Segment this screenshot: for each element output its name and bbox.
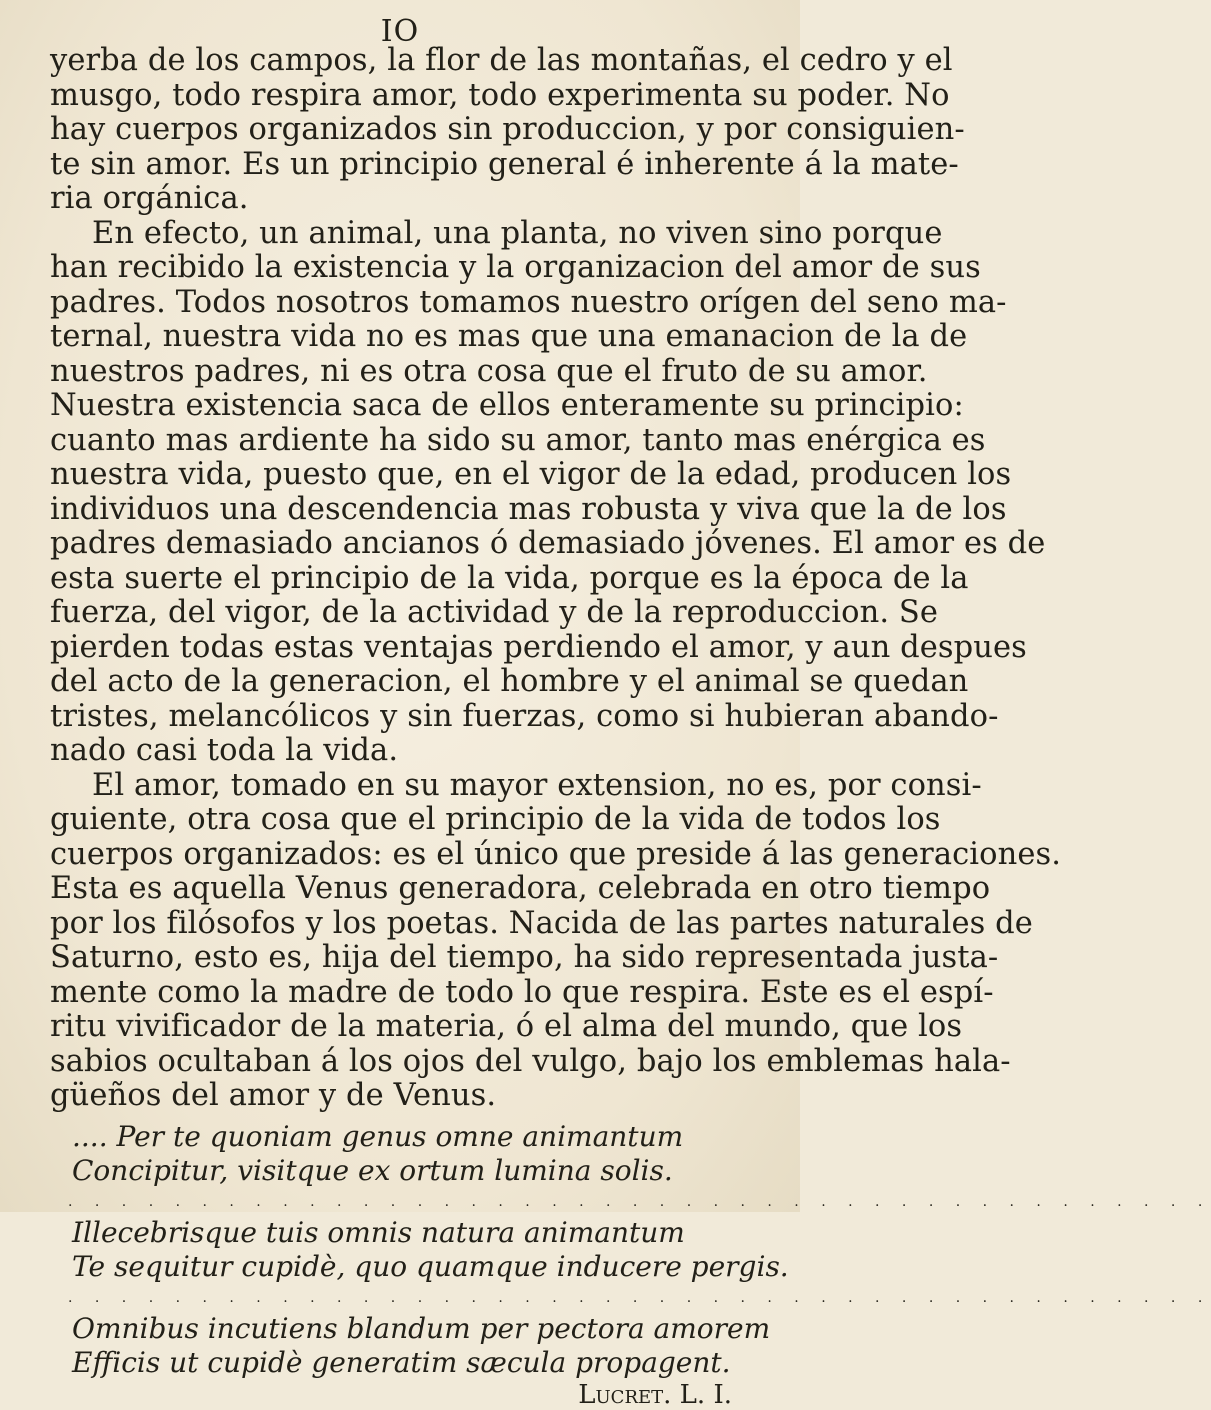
text-line: ria orgánica.	[50, 181, 249, 216]
text-line: güeños del amor y de Venus.	[50, 1078, 497, 1113]
text-line: han recibido la existencia y la organizacion del amor de sus	[50, 250, 981, 285]
text-line: tristes, melancólicos y sin fuerzas, como si hubieran abando-	[50, 698, 999, 734]
paragraph	[50, 215, 1046, 769]
text-line: mente como la madre de todo lo que respira. Este es el espí-	[50, 974, 994, 1010]
verse-block	[50, 1120, 766, 1188]
paragraph	[50, 767, 1062, 1114]
body-text	[50, 43, 1211, 1410]
paragraph	[50, 43, 965, 217]
text-line: ternal, nuestra vida no es mas que una emanacion de la de	[50, 319, 968, 354]
text-line: yerba de los campos, la flor de las montañas, el cedro y el	[50, 43, 953, 78]
text-line: nado casi toda la vida.	[50, 733, 399, 768]
text-line: sabios ocultaban á los ojos del vulgo, bajo los emblemas hala-	[50, 1043, 1011, 1079]
text-line: padres. Todos nosotros tomamos nuestro orígen del seno ma-	[50, 284, 1007, 320]
text-line: El amor, tomado en su mayor extension, no es, por consi-	[92, 767, 982, 803]
page-number: IO	[380, 14, 420, 49]
verse-block	[50, 1311, 771, 1380]
verse-line: Te sequitur cupidè, quo quamque inducere pergis.	[72, 1249, 789, 1283]
text-line: ritu vivificador de la materia, ó el alma del mundo, que los	[50, 1009, 963, 1044]
text-line: del acto de la generacion, el hombre y el animal se quedan	[50, 664, 969, 699]
text-line: musgo, todo respira amor, todo experimenta su poder. No	[50, 77, 950, 113]
text-line: guiente, otra cosa que el principio de la vida de todos los	[50, 802, 941, 837]
text-line: En efecto, un animal, una planta, no viven sino porque	[92, 215, 943, 251]
text-line: cuerpos organizados: es el único que preside á las generaciones.	[50, 836, 1062, 872]
text-line: nuestra vida, puesto que, en el vigor de la edad, producen los	[50, 457, 1012, 492]
dot-leader: . . . . . . . . . . . . . . . . . . . . . . . . . . . . . . . . . . . . . . . . . . .	[68, 1193, 1211, 1210]
text-line: fuerza, del vigor, de la actividad y de la reproduccion. Se	[50, 595, 939, 630]
text-line: Nuestra existencia saca de ellos enteramente su principio:	[50, 388, 964, 423]
quote-attribution: Lucret. L. I.	[578, 1379, 732, 1410]
text-line: pierden todas estas ventajas perdiendo el amor, y aun despues	[50, 629, 1027, 665]
verse-line: Illecebrisque tuis omnis natura animantum	[72, 1215, 685, 1249]
text-line: hay cuerpos organizados sin produccion, y por consiguien-	[50, 112, 965, 147]
verse-line: .... Per te quoniam genus omne animantum	[72, 1119, 684, 1153]
verse-line: Efficis ut cupidè generatim sæcula propagent.	[72, 1345, 731, 1379]
text-line: esta suerte el principio de la vida, porque es la época de la	[50, 560, 969, 596]
text-line: individuos una descendencia mas robusta y viva que la de los	[50, 491, 1007, 527]
verse-line: Concipitur, visitque ex ortum lumina solis.	[72, 1153, 673, 1187]
text-line: Esta es aquella Venus generadora, celebrada en otro tiempo	[50, 871, 991, 906]
verse-block	[50, 1215, 789, 1284]
text-line: cuanto mas ardiente ha sido su amor, tanto mas enérgica es	[50, 422, 986, 458]
text-line: nuestros padres, ni es otra cosa que el fruto de su amor.	[50, 353, 928, 389]
verse-line: Omnibus incutiens blandum per pectora amorem	[72, 1311, 771, 1345]
text-line: por los filósofos y los poetas. Nacida de las partes naturales de	[50, 905, 1033, 941]
text-line: Saturno, esto es, hija del tiempo, ha sido representada justa-	[50, 940, 999, 975]
dot-leader: . . . . . . . . . . . . . . . . . . . . . . . . . . . . . . . . . . . . . . . . . . .	[68, 1289, 1211, 1306]
text-line: te sin amor. Es un principio general é inherente á la mate-	[50, 146, 959, 182]
text-line: padres demasiado ancianos ó demasiado jóvenes. El amor es de	[50, 526, 1046, 561]
